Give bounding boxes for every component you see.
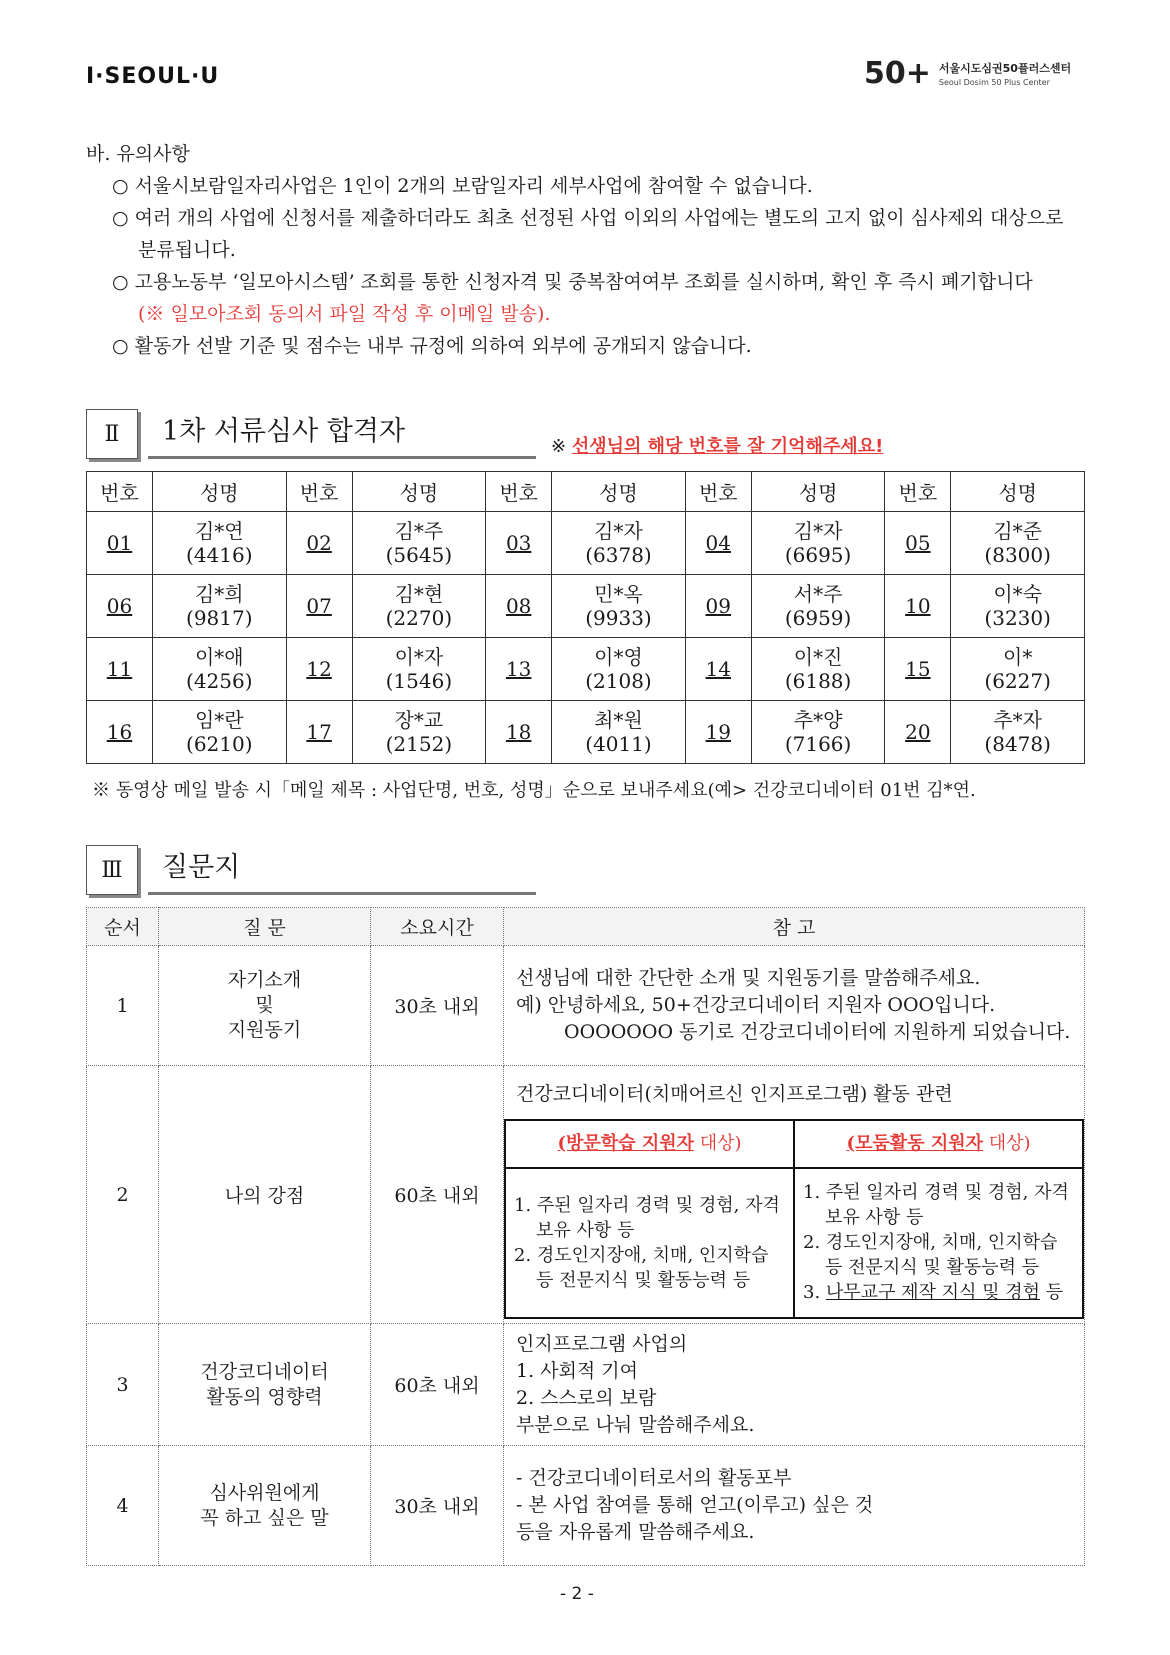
question-note: 인지프로그램 사업의 1. 사회적 기여 2. 스스로의 보람 부분으로 나눠 말씀해주세요. [504,1324,1085,1446]
candidate-number: 16 [87,701,153,764]
candidate-name: 김*자 (6378) [552,512,686,575]
col-header-note: 참 고 [504,908,1085,946]
candidate-name: 서*주 (6959) [751,575,885,638]
candidate-number: 12 [286,638,352,701]
question-order: 2 [87,1066,159,1324]
col-header-num: 번호 [87,472,153,512]
candidate-name: 이*애 (4256) [153,638,287,701]
candidate-number: 08 [486,575,552,638]
candidate-number: 15 [885,638,951,701]
section2-heading [86,409,536,459]
question-text: 나의 강점 [159,1066,371,1324]
candidate-number: 17 [286,701,352,764]
group-activity-criteria [794,1168,1083,1318]
section2-remark: ※ 선생님의 해당 번호를 잘 기억해주세요! [551,436,884,457]
page-number: - 2 - [560,1584,594,1604]
notice-red-note: (※ 일모아조회 동의서 파일 작성 후 이메일 발송). [138,303,551,325]
candidate-number: 01 [87,512,153,575]
notice-item: ○ 고용노동부 ‘일모아시스템’ 조회를 통한 신청자격 및 중복참여여부 조회를 실시하며, 확인 후 즉시 폐기합니다 [112,271,1033,293]
candidate-name: 이* (6227) [951,638,1085,701]
section3-number: Ⅲ [86,845,138,895]
question-time: 60초 내외 [371,1066,504,1324]
logo-korean-name: 서울시도심권50플러스센터 [938,62,1072,75]
candidate-name: 임*란 (6210) [153,701,287,764]
table-row [87,701,1085,764]
seoul-50plus-center-logo [864,56,1071,91]
table-row [87,1324,1085,1446]
candidate-name: 김*현 (2270) [352,575,486,638]
table-row [87,575,1085,638]
list-item: 3. 나무교구 제작 지식 및 경험 등 [803,1282,1064,1303]
col-header-name: 성명 [951,472,1085,512]
question-table-header [87,908,1085,946]
question-note: - 건강코디네이터로서의 활동포부 - 본 사업 참여를 통해 얻고(이루고) 싶은 것 등을 자유롭게 말씀해주세요. [504,1446,1085,1566]
col-header-question: 질 문 [159,908,371,946]
page-header [0,0,1170,110]
col-header-num: 번호 [286,472,352,512]
section2-footnote: ※ 동영상 메일 발송 시「메일 제목 : 사업단명, 번호, 성명」순으로 보내주세요(예> 건강코디네이터 01번 김*연. [92,780,976,801]
candidate-number: 14 [685,638,751,701]
col-header-name: 성명 [751,472,885,512]
strength-intro: 건강코디네이터(치매어르신 인지프로그램) 활동 관련 [516,1082,953,1105]
section3-heading [86,845,536,895]
question-order: 3 [87,1324,159,1446]
candidate-number: 11 [87,638,153,701]
section2-number: Ⅱ [86,409,138,459]
list-item: 2. 경도인지장애, 치매, 인지학습 등 전문지식 및 활동능력 등 [803,1232,1058,1278]
candidate-number: 07 [286,575,352,638]
question-table [86,907,1085,1566]
candidate-number: 13 [486,638,552,701]
notice-item: ○ 서울시보람일자리사업은 1인이 2개의 보람일자리 세부사업에 참여할 수 없습니다. [112,175,813,197]
question-time: 30초 내외 [371,1446,504,1566]
candidate-number: 05 [885,512,951,575]
candidate-name: 이*영 (2108) [552,638,686,701]
group-activity-header: (모둠활동 지원자 대상) [794,1120,1083,1168]
candidate-name: 김*주 (5645) [352,512,486,575]
candidate-name: 이*자 (1546) [352,638,486,701]
question-order: 4 [87,1446,159,1566]
candidate-number: 03 [486,512,552,575]
candidate-name: 최*원 (4011) [552,701,686,764]
col-header-num: 번호 [486,472,552,512]
candidate-name: 이*진 (6188) [751,638,885,701]
pass-table-header [87,472,1085,512]
logo-50plus-mark: 50+ [864,56,931,91]
col-header-name: 성명 [153,472,287,512]
notice-item: ○ 활동가 선발 기준 및 점수는 내부 규정에 의하여 외부에 공개되지 않습니다. [112,335,752,357]
question-text: 건강코디네이터 활동의 영향력 [159,1324,371,1446]
col-header-time: 소요시간 [371,908,504,946]
candidate-name: 장*교 (2152) [352,701,486,764]
section3-title: 질문지 [148,845,536,895]
candidate-name: 김*자 (6695) [751,512,885,575]
section2-title: 1차 서류심사 합격자 [148,409,536,459]
visit-learning-criteria [505,1168,794,1318]
table-row [87,1446,1085,1566]
i-seoul-u-logo: I·SEOUL·U [86,64,220,89]
question-time: 30초 내외 [371,946,504,1066]
remark-text: 선생님의 해당 번호를 잘 기억해주세요! [571,436,884,457]
candidate-number: 18 [486,701,552,764]
candidate-number: 10 [885,575,951,638]
question-text: 자기소개 및 지원동기 [159,946,371,1066]
logo-english-name: Seoul Dosim 50 Plus Center [938,78,1050,87]
candidate-name: 민*옥 (9933) [552,575,686,638]
strength-subtable [504,1119,1084,1319]
col-header-name: 성명 [552,472,686,512]
question-note [504,1066,1085,1324]
candidate-number: 20 [885,701,951,764]
candidate-number: 19 [685,701,751,764]
table-row [87,946,1085,1066]
candidate-name: 이*숙 (3230) [951,575,1085,638]
candidate-number: 09 [685,575,751,638]
notice-section [86,138,1086,362]
question-time: 60초 내외 [371,1324,504,1446]
candidate-name: 추*자 (8478) [951,701,1085,764]
table-row [87,638,1085,701]
visit-learning-header: (방문학습 지원자 대상) [505,1120,794,1168]
question-order: 1 [87,946,159,1066]
logo-text [939,60,1071,87]
pass-list-table [86,471,1085,764]
question-note: 선생님에 대한 간단한 소개 및 지원동기를 말씀해주세요. 예) 안녕하세요, 50+건강코디네이터 지원자 OOO입니다. OOOOOOO 동기로 건강코디네이터에 지원하게 되었습니다. [504,946,1085,1066]
candidate-name: 추*양 (7166) [751,701,885,764]
candidate-number: 04 [685,512,751,575]
table-row [87,1066,1085,1324]
candidate-number: 02 [286,512,352,575]
col-header-num: 번호 [685,472,751,512]
list-item: 1. 주된 일자리 경력 및 경험, 자격보유 사항 등 [514,1194,780,1241]
col-header-name: 성명 [352,472,486,512]
notice-title: 바. 유의사항 [86,143,190,165]
notice-item: ○ 여러 개의 사업에 신청서를 제출하더라도 최초 선정된 사업 이외의 사업에는 별도의 고지 없이 심사제외 대상으로 분류됩니다. [112,207,1064,261]
list-item: 1. 주된 일자리 경력 및 경험, 자격보유 사항 등 [803,1182,1069,1228]
col-header-num: 번호 [885,472,951,512]
table-row [87,512,1085,575]
candidate-name: 김*준 (8300) [951,512,1085,575]
candidate-name: 김*희 (9817) [153,575,287,638]
candidate-number: 06 [87,575,153,638]
question-text: 심사위원에게 꼭 하고 싶은 말 [159,1446,371,1566]
candidate-name: 김*연 (4416) [153,512,287,575]
list-item: 2. 경도인지장애, 치매, 인지학습 등 전문지식 및 활동능력 등 [514,1244,769,1291]
col-header-order: 순서 [87,908,159,946]
